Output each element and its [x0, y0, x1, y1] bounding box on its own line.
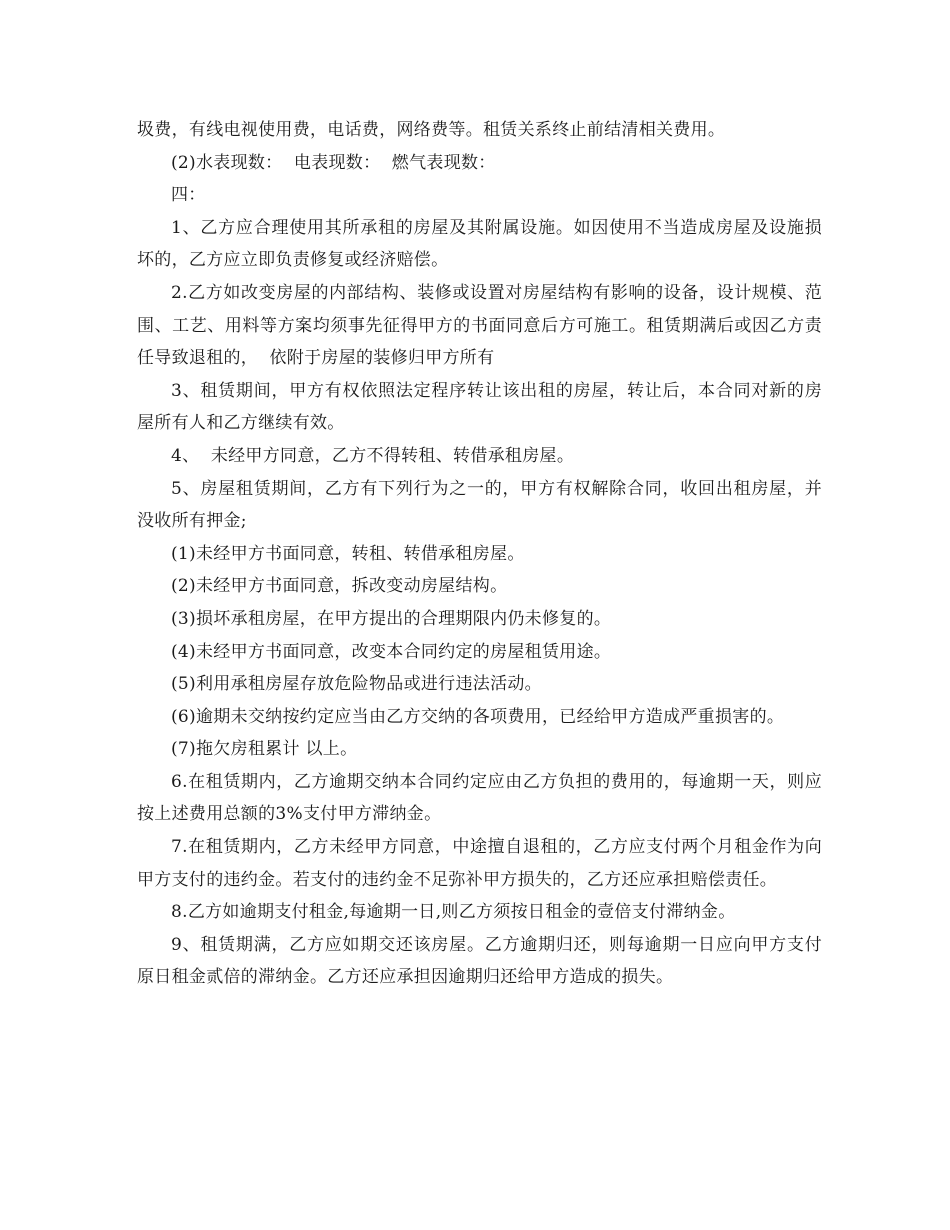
- clause-7: 7.在租赁期内，乙方未经甲方同意，中途擅自退租的，乙方应支付两个月租金作为向甲方支付的违约金。若支付的违约金不足弥补甲方损失的，乙方还应承担赔偿责任。: [137, 837, 822, 890]
- clause-5-item-1: (1)未经甲方书面同意，转租、转借承租房屋。: [171, 543, 525, 564]
- clause-5: 5、房屋租赁期间，乙方有下列行为之一的，甲方有权解除合同，收回出租房屋，并没收所有押金;: [137, 478, 822, 532]
- clause-8: 8.乙方如逾期支付租金,每逾期一日,则乙方须按日租金的壹倍支付滞纳金。: [171, 902, 736, 923]
- clause-5-item-6: (6)逾期未交纳按约定应当由乙方交纳的各项费用，已经给甲方造成严重损害的。: [171, 706, 785, 727]
- clause-2: 2.乙方如改变房屋的内部结构、装修或设置对房屋结构有影响的设备，设计规模、范围、工艺、用料等方案均须事先征得甲方的书面同意后方可施工。租赁期满后或因乙方责任导致退租的， 依附于房屋的装修归甲方所有: [137, 282, 822, 369]
- clause-5-item-2: (2)未经甲方书面同意，拆改变动房屋结构。: [171, 576, 508, 597]
- clause-5-item-3: (3)损坏承租房屋，在甲方提出的合理期限内仍未修复的。: [171, 608, 612, 629]
- clause-6: 6.在租赁期内，乙方逾期交纳本合同约定应由乙方负担的费用的，每逾期一天，则应按上述费用总额的3%支付甲方滞纳金。: [137, 771, 822, 825]
- clause-5-item-4: (4)未经甲方书面同意，改变本合同约定的房屋租赁用途。: [171, 641, 612, 662]
- section-heading-four: 四：: [171, 185, 206, 206]
- clause-5-item-5: (5)利用承租房屋存放危险物品或进行违法活动。: [171, 674, 542, 695]
- document-body: [137, 114, 822, 994]
- clause-9: 9、租赁期满，乙方应如期交还该房屋。乙方逾期归还，则每逾期一日应向甲方支付原日租金贰倍的滞纳金。乙方还应承担因逾期归还给甲方造成的损失。: [137, 934, 822, 988]
- paragraph-fee-continuation: 圾费，有线电视使用费，电话费，网络费等。租赁关系终止前结清相关费用。: [137, 120, 726, 140]
- clause-5-item-7: (7)拖欠房租累计 以上。: [171, 739, 358, 760]
- clause-1: 1、乙方应合理使用其所承租的房屋及其附属设施。如因使用不当造成房屋及设施损坏的，乙方应立即负责修复或经济赔偿。: [137, 217, 822, 271]
- clause-3: 3、租赁期间，甲方有权依照法定程序转让该出租的房屋，转让后，本合同对新的房屋所有人和乙方继续有效。: [137, 380, 822, 434]
- paragraph-meter-readings: (2)水表现数： 电表现数： 燃气表现数：: [171, 152, 496, 173]
- clause-4: 4、 未经甲方同意，乙方不得转租、转借承租房屋。: [171, 445, 575, 466]
